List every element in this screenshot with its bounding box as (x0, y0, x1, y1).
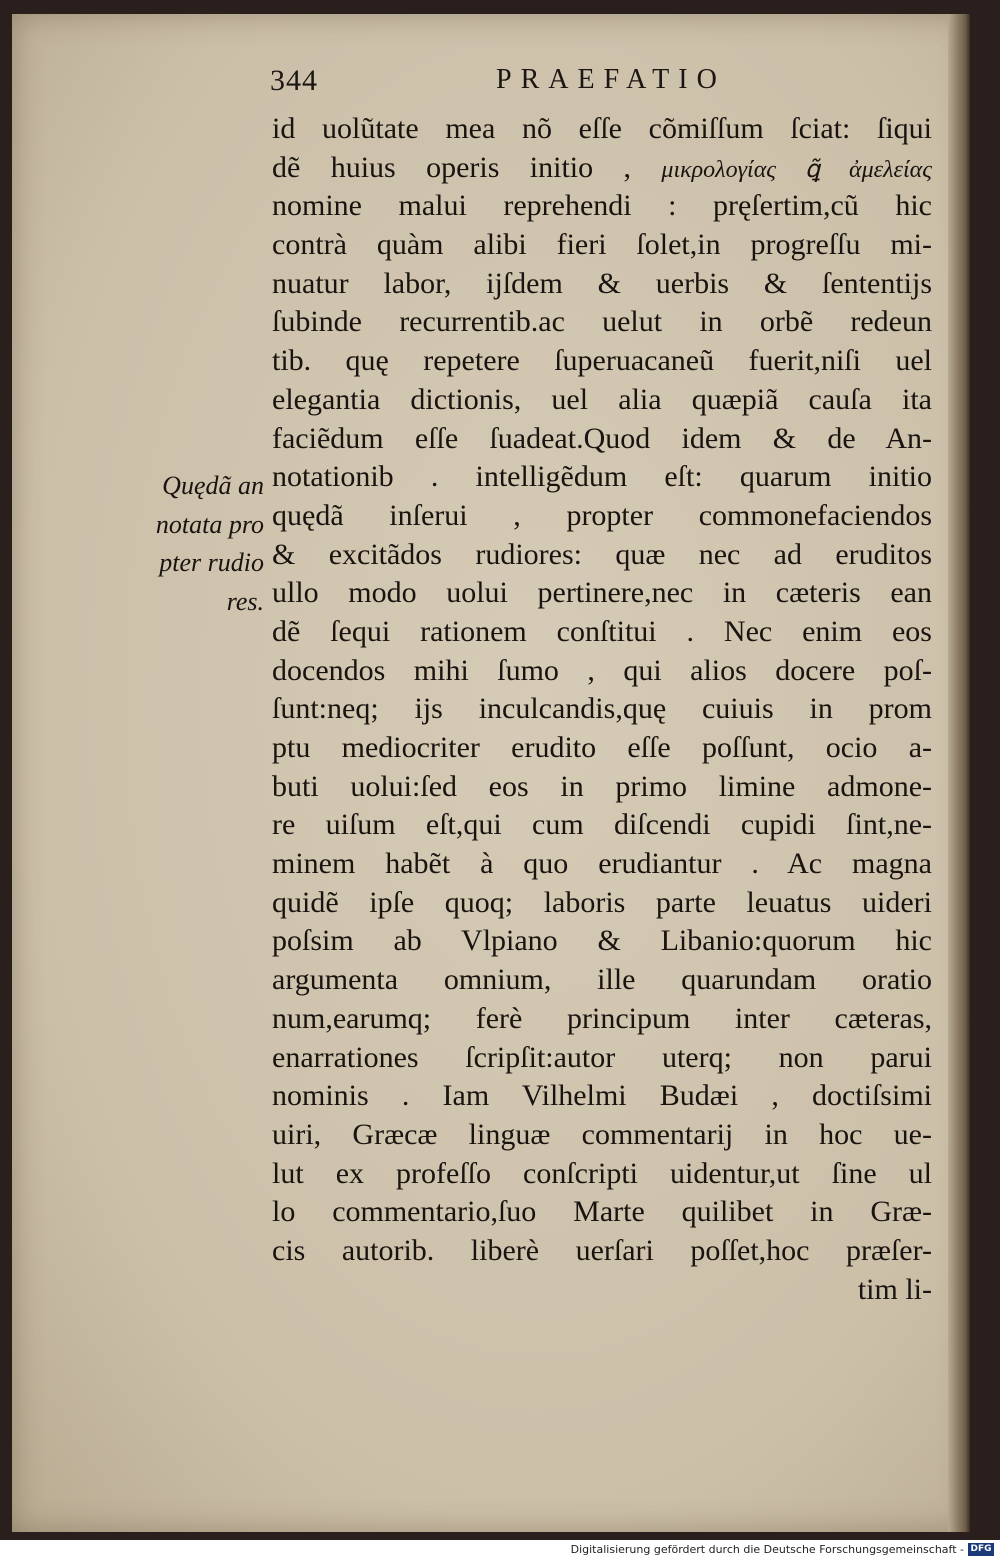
greek-phrase: μικρολογίας ꝗ̃ ἀμελείας (661, 156, 932, 183)
text-line: uiri, Græcæ linguæ commentarij in hoc ue- (272, 1117, 932, 1151)
text-line: faciẽdum eſſe ſuadeat.Quod idem & de An- (272, 421, 932, 455)
body-text (272, 110, 932, 1309)
text-line: dẽ ſequi rationem conſtitui . Nec enim eos (272, 614, 932, 648)
text-line: notationib . intelligẽdum eſt: quarum initio (272, 460, 932, 494)
marginal-note (132, 467, 264, 622)
marginal-note-line: Quędã an (162, 471, 264, 500)
text-line-start: dẽ huius operis initio , (272, 150, 662, 184)
digitization-credit: Digitalisierung gefördert durch die Deutsche Forschungsgemeinschaft - (570, 1543, 964, 1556)
text-line: id uolũtate mea nõ eſſe cõmiſſum ſciat: ſiqui (272, 112, 932, 145)
text-line: enarrationes ſcripſit:autor uterq; non parui (272, 1040, 932, 1074)
text-line: nuatur labor, ijſdem & uerbis & ſententijs (272, 266, 932, 300)
page-number: 344 (270, 64, 318, 97)
text-line: ptu mediocriter erudito eſſe poſſunt, ocio a- (272, 731, 932, 764)
marginal-note-line: res. (226, 587, 264, 617)
text-line: ſunt:neq; ijs inculcandis,quę cuiuis in prom (272, 692, 932, 726)
text-line: nomine malui reprehendi : pręſertim,cũ hic (272, 189, 932, 223)
catchword-line: tim li- (857, 1272, 932, 1306)
text-line: ſubinde recurrentib.ac uelut in orbẽ redeun (272, 305, 932, 339)
text-line: quędã inſerui , propter commonefaciendos (272, 498, 932, 532)
text-line: cis autorib. liberè uerſari poſſet,hoc præſer- (272, 1233, 932, 1267)
running-title: PRAEFATIO (496, 64, 726, 95)
dfg-logo: DFG (968, 1543, 994, 1556)
page-header (270, 64, 930, 108)
text-line: poſsim ab Vlpiano & Libanio:quorum hic (272, 924, 932, 958)
text-line: ullo modo uolui pertinere,nec in cæteris ean (272, 576, 932, 610)
text-line: nominis . Iam Vilhelmi Budæi , doctiſsimi (272, 1079, 932, 1113)
text-line: & excitãdos rudiores: quæ nec ad eruditos (272, 537, 932, 571)
marginal-note-line: notata pro (155, 509, 264, 539)
text-line (272, 149, 932, 188)
text-line: tib. quę repetere ſuperuacaneũ fuerit,niſi uel (272, 344, 932, 378)
text-line: docendos mihi ſumo , qui alios docere poſ- (272, 653, 932, 687)
text-line: re uiſum eſt,qui cum diſcendi cupidi ſint,ne- (272, 808, 932, 842)
text-line: lut ex profeſſo conſcripti uidentur,ut ſine ul (272, 1156, 932, 1190)
text-line: contrà quàm alibi fieri ſolet,in progreſſu mi- (272, 228, 932, 262)
text-line: argumenta omnium, ille quarundam oratio (272, 963, 932, 997)
marginal-note-line: pter rudio (159, 548, 264, 578)
text-line: lo commentario,ſuo Marte quilibet in Græ- (272, 1195, 932, 1229)
text-line: num,earumq; ferè principum inter cæteras, (272, 1001, 932, 1035)
text-line: minem habẽt à quo erudiantur . Ac magna (272, 847, 932, 881)
page-gutter-edge (948, 14, 970, 1532)
text-line: quidẽ ipſe quoq; laboris parte leuatus uideri (272, 885, 932, 919)
text-line: elegantia dictionis, uel alia quæpiã cauſa ita (272, 382, 932, 416)
text-line: buti uolui:ſed eos in primo limine admone- (272, 769, 932, 803)
